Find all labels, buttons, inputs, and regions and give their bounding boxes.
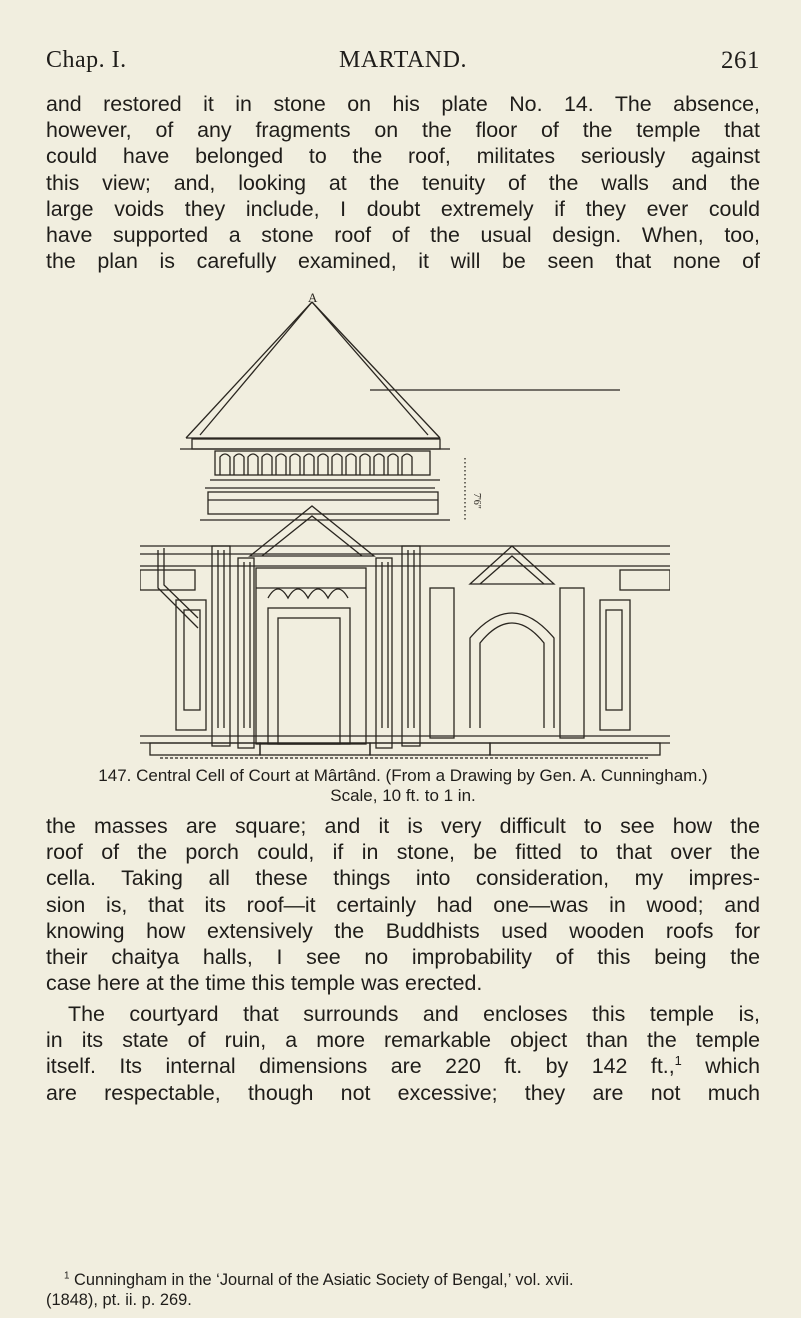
paragraph-bottom <box>46 813 760 996</box>
scale-dimension-label: 7'6" <box>471 493 482 509</box>
text-line: The courtyard that surrounds and encloses this temple is, <box>68 1002 760 1026</box>
text-line: this view; and, looking at the tenuity of the walls and the <box>46 170 760 195</box>
temple-elevation-drawing <box>140 288 670 763</box>
apex-label: A <box>308 290 318 305</box>
caption-line: 147. Central Cell of Court at Mârtând. (From a Drawing by Gen. A. Cunningham.) <box>98 766 708 785</box>
text-line: roof of the porch could, if in stone, be fitted to that over the <box>46 840 760 865</box>
text-line: the plan is carefully examined, it will be seen that none of <box>46 249 760 274</box>
caption-scale: Scale, 10 ft. to 1 in. <box>330 786 476 805</box>
text-line: cella. Taking all these things into consideration, my impres- <box>46 866 760 891</box>
text-line: the masses are square; and it is very difficult to see how the <box>46 814 760 838</box>
chapter-label: Chap. I. <box>46 47 127 73</box>
text-line: have supported a stone roof of the usual design. When, too, <box>46 223 760 248</box>
text-line: are respectable, though not excessive; they are not much <box>46 1080 760 1105</box>
page-number: 261 <box>721 47 760 74</box>
footnote <box>46 1270 760 1310</box>
text-line-with-footnote <box>46 1053 760 1079</box>
text-fragment: which <box>681 1054 760 1079</box>
footnote-marker: 1 <box>64 1270 70 1282</box>
text-line: however, of any fragments on the floor of the temple that <box>46 118 760 143</box>
paragraph-top <box>46 91 760 274</box>
text-line: their chaitya halls, I see no improbability of this being the <box>46 945 760 970</box>
gable-right-edge <box>312 302 440 438</box>
footnote-line <box>46 1270 760 1290</box>
text-line: knowing how extensively the Buddhists used wooden roofs for <box>46 918 760 943</box>
text-line: in its state of ruin, a more remarkable object than the temple <box>46 1028 760 1053</box>
right-pilasters <box>376 546 420 748</box>
text-fragment: itself. Its internal dimensions are 220 ft. by 142 ft., <box>46 1054 675 1079</box>
left-pilasters <box>212 546 254 748</box>
text-line: could have belonged to the roof, militates seriously against <box>46 144 760 169</box>
elevation-svg <box>140 288 670 763</box>
running-header <box>46 47 760 81</box>
text-line: case here at the time this temple was erected. <box>46 971 483 996</box>
running-title: MARTAND. <box>339 47 467 73</box>
gable-left-edge <box>186 302 312 438</box>
arcade-trefoils <box>220 454 412 475</box>
text-line: large voids they include, I doubt extremely if they ever could <box>46 196 760 221</box>
footnote-marker: 1 <box>674 1053 682 1069</box>
figure-caption <box>46 766 760 806</box>
footnote-line: (1848), pt. ii. p. 269. <box>46 1291 192 1309</box>
text-line: sion is, that its roof—it certainly had one—was in wood; and <box>46 892 760 917</box>
text-line: and restored it in stone on his plate No. 14. The absence, <box>46 92 760 116</box>
paragraph-courtyard <box>46 1001 760 1106</box>
footnote-text: Cunningham in the ‘Journal of the Asiatic Society of Bengal,’ vol. xvii. <box>74 1271 574 1289</box>
trefoil-arch <box>470 613 554 728</box>
